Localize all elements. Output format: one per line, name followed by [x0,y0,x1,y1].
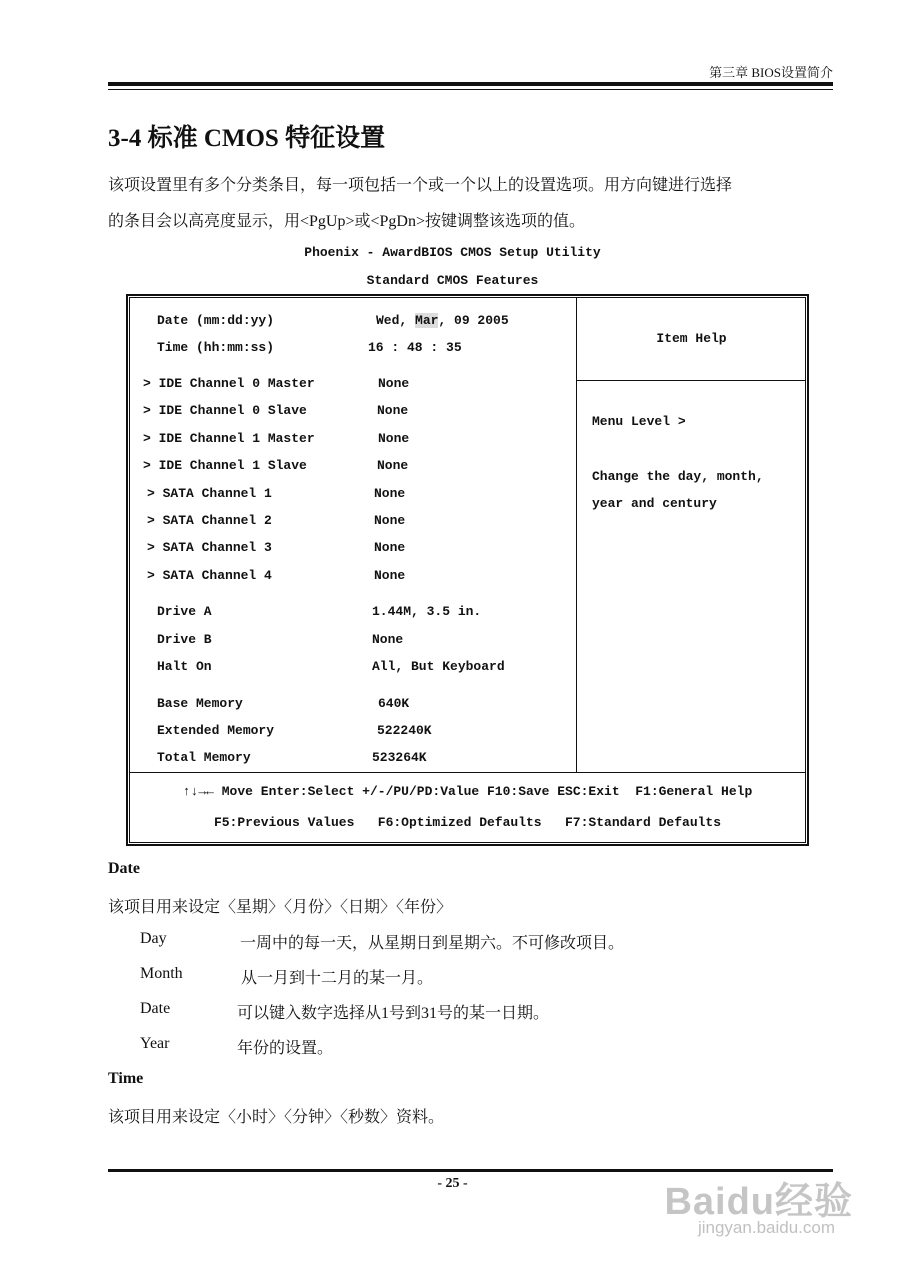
base-memory-label: Base Memory [157,696,243,711]
page-number: - 25 - [437,1176,468,1191]
year-term: Year [140,1035,170,1052]
date-value-rest: , 09 2005 [438,313,509,328]
bios-help-divider [577,380,806,381]
sata-channel-4[interactable]: > SATA Channel 4 [147,568,272,583]
total-memory-value: 523264K [372,750,427,765]
sata-channel-2[interactable]: > SATA Channel 2 [147,513,272,528]
bios-footer-divider [129,772,806,773]
date-value-day: Wed, [376,313,416,328]
date-value[interactable] [376,313,509,328]
intro-line-1: 该项设置里有多个分类条目，每一项包括一个或一个以上的设置选项。用方向键进行选择 [108,177,733,194]
sata-channel-3[interactable]: > SATA Channel 3 [147,540,272,555]
sata-channel-1-value[interactable]: None [374,486,406,501]
ide-channel-0-master-value[interactable]: None [378,376,410,391]
intro-line-2: 的条目会以高亮度显示，用<PgUp>或<PgDn>按键调整该选项的值。 [108,213,586,230]
day-term: Day [140,930,167,947]
baidu-watermark-logo: Baidu经验 [664,1181,853,1223]
drive-b-label[interactable]: Drive B [157,632,212,647]
help-text-line-1: Change the day, month, [592,469,764,484]
date-value-month-highlight: Mar [415,313,439,328]
ide-channel-1-master-value[interactable]: None [378,431,410,446]
time-heading: Time [108,1070,144,1087]
ide-channel-0-master[interactable]: > IDE Channel 0 Master [143,376,315,391]
ide-channel-1-slave[interactable]: > IDE Channel 1 Slave [143,458,307,473]
total-memory-label: Total Memory [157,750,251,765]
bios-title: Phoenix - AwardBIOS CMOS Setup Utility [304,245,601,260]
key-legend-line-1: ↑↓→← Move Enter:Select +/-/PU/PD:Value F10:Save ESC:Exit F1:General Help [182,784,753,799]
section-title: 3-4 标准 CMOS 特征设置 [108,125,386,152]
running-header: 第三章 BIOS设置简介 [709,65,833,80]
drive-a-label[interactable]: Drive A [157,604,212,619]
drive-b-value[interactable]: None [372,632,404,647]
sata-channel-4-value[interactable]: None [374,568,406,583]
ide-channel-0-slave-value[interactable]: None [377,403,409,418]
month-description: 从一月到十二月的某一月。 [241,970,434,987]
time-value[interactable]: 16 : 48 : 35 [368,340,462,355]
header-rule [108,82,833,86]
key-legend-line-2: F5:Previous Values F6:Optimized Defaults F7:Standard Defaults [213,815,722,830]
day-description: 一周中的每一天，从星期日到星期六。不可修改项目。 [240,935,625,952]
date-description: 可以键入数字选择从1号到31号的某一日期。 [237,1005,550,1022]
year-description: 年份的设置。 [237,1040,334,1057]
date-heading: Date [108,860,140,877]
sata-channel-1[interactable]: > SATA Channel 1 [147,486,272,501]
halt-on-value[interactable]: All, But Keyboard [372,659,505,674]
time-intro: 该项目用来设定〈小时〉〈分钟〉〈秒数〉资料。 [108,1109,445,1126]
help-menu-level: Menu Level > [592,414,686,429]
ide-channel-1-master[interactable]: > IDE Channel 1 Master [143,431,315,446]
drive-a-value[interactable]: 1.44M, 3.5 in. [372,604,482,619]
ide-channel-0-slave[interactable]: > IDE Channel 0 Slave [143,403,307,418]
help-text-line-2: year and century [592,496,717,511]
time-label[interactable]: Time (hh:mm:ss) [157,340,275,355]
date-intro: 该项目用来设定〈星期〉〈月份〉〈日期〉〈年份〉 [108,899,453,916]
extended-memory-value: 522240K [377,723,432,738]
sata-channel-2-value[interactable]: None [374,513,406,528]
baidu-watermark-url: jingyan.baidu.com [697,1218,835,1237]
date-term: Date [140,1000,171,1017]
bios-column-divider [576,297,577,773]
halt-on-label[interactable]: Halt On [157,659,212,674]
sata-channel-3-value[interactable]: None [374,540,406,555]
month-term: Month [140,965,183,982]
base-memory-value: 640K [378,696,410,711]
item-help-title: Item Help [656,331,727,346]
bios-subtitle: Standard CMOS Features [366,273,539,288]
ide-channel-1-slave-value[interactable]: None [377,458,409,473]
header-rule-thin [108,89,833,90]
date-label[interactable]: Date (mm:dd:yy) [157,313,275,328]
extended-memory-label: Extended Memory [157,723,275,738]
